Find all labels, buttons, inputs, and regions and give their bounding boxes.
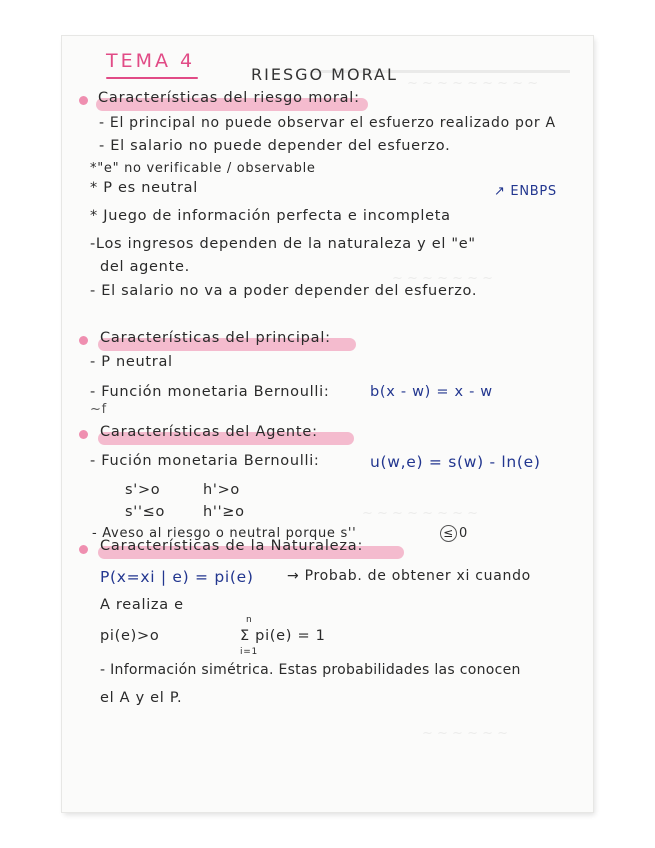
note-value: 0 bbox=[459, 526, 468, 541]
note-line: del agente. bbox=[100, 259, 190, 275]
scribble-mark: ~f bbox=[90, 402, 107, 417]
bleed-through-text: ~ ~ ~ ~ ~ ~ bbox=[422, 726, 509, 741]
section-bullet bbox=[79, 430, 88, 439]
note-line: - Aveso al riesgo o neutral porque s'' bbox=[92, 526, 357, 541]
note-annotation: ↗ ENBPS bbox=[494, 184, 557, 199]
section-heading: Características del principal: bbox=[100, 330, 331, 346]
title-underline bbox=[106, 77, 198, 79]
summation: Σ pi(e) = 1 bbox=[240, 628, 326, 644]
note-line: - El salario no va a poder depender del esfuerzo. bbox=[90, 283, 478, 299]
note-line: * Juego de información perfecta e incompleta bbox=[90, 208, 451, 224]
section-heading: Características de la Naturaleza: bbox=[100, 538, 364, 554]
page-topic: RIESGO MORAL bbox=[251, 65, 398, 84]
sum-upper-limit: n bbox=[246, 615, 253, 625]
note-line: *"e" no verificable / observable bbox=[90, 161, 316, 176]
section-bullet bbox=[79, 96, 88, 105]
inequality: h''≥o bbox=[203, 504, 245, 520]
note-line: → Probab. de obtener xi cuando bbox=[287, 568, 531, 584]
note-line: - El principal no puede observar el esfuerzo realizado por A bbox=[99, 115, 556, 131]
section-heading: Características del Agente: bbox=[100, 424, 318, 440]
note-line: - P neutral bbox=[90, 354, 173, 370]
bleed-through-text: ~ ~ ~ ~ ~ ~ ~ ~ bbox=[362, 506, 479, 521]
bleed-through-text: ~ ~ ~ ~ ~ ~ ~ ~ ~ bbox=[407, 76, 539, 91]
inequality: h'>o bbox=[203, 482, 240, 498]
note-line: - Función monetaria Bernoulli: bbox=[90, 384, 330, 400]
note-line: A realiza e bbox=[100, 597, 184, 613]
note-line: - Fución monetaria Bernoulli: bbox=[90, 453, 320, 469]
note-line: - El salario no puede depender del esfuerzo. bbox=[99, 138, 451, 154]
formula: P(x=xi | e) = pi(e) bbox=[100, 568, 254, 586]
page-title: TEMA 4 bbox=[106, 50, 196, 72]
note-line: * P es neutral bbox=[90, 180, 198, 196]
section-bullet bbox=[79, 336, 88, 345]
inequality: pi(e)>o bbox=[100, 628, 160, 644]
note-line: - Información simétrica. Estas probabilidades las conocen bbox=[100, 662, 521, 678]
section-heading: Características del riesgo moral: bbox=[98, 90, 360, 106]
note-line: -Los ingresos dependen de la naturaleza y el "e" bbox=[90, 236, 476, 252]
circled-symbol: ≤ bbox=[440, 525, 457, 542]
bleed-through-text: ~ ~ ~ ~ ~ ~ ~ bbox=[392, 271, 494, 286]
formula: u(w,e) = s(w) - ln(e) bbox=[370, 453, 541, 471]
inequality: s'>o bbox=[125, 482, 161, 498]
section-bullet bbox=[79, 545, 88, 554]
inequality: s''≤o bbox=[125, 504, 166, 520]
sum-lower-limit: i=1 bbox=[240, 647, 258, 657]
note-line: el A y el P. bbox=[100, 690, 183, 706]
formula: b(x - w) = x - w bbox=[370, 384, 493, 400]
